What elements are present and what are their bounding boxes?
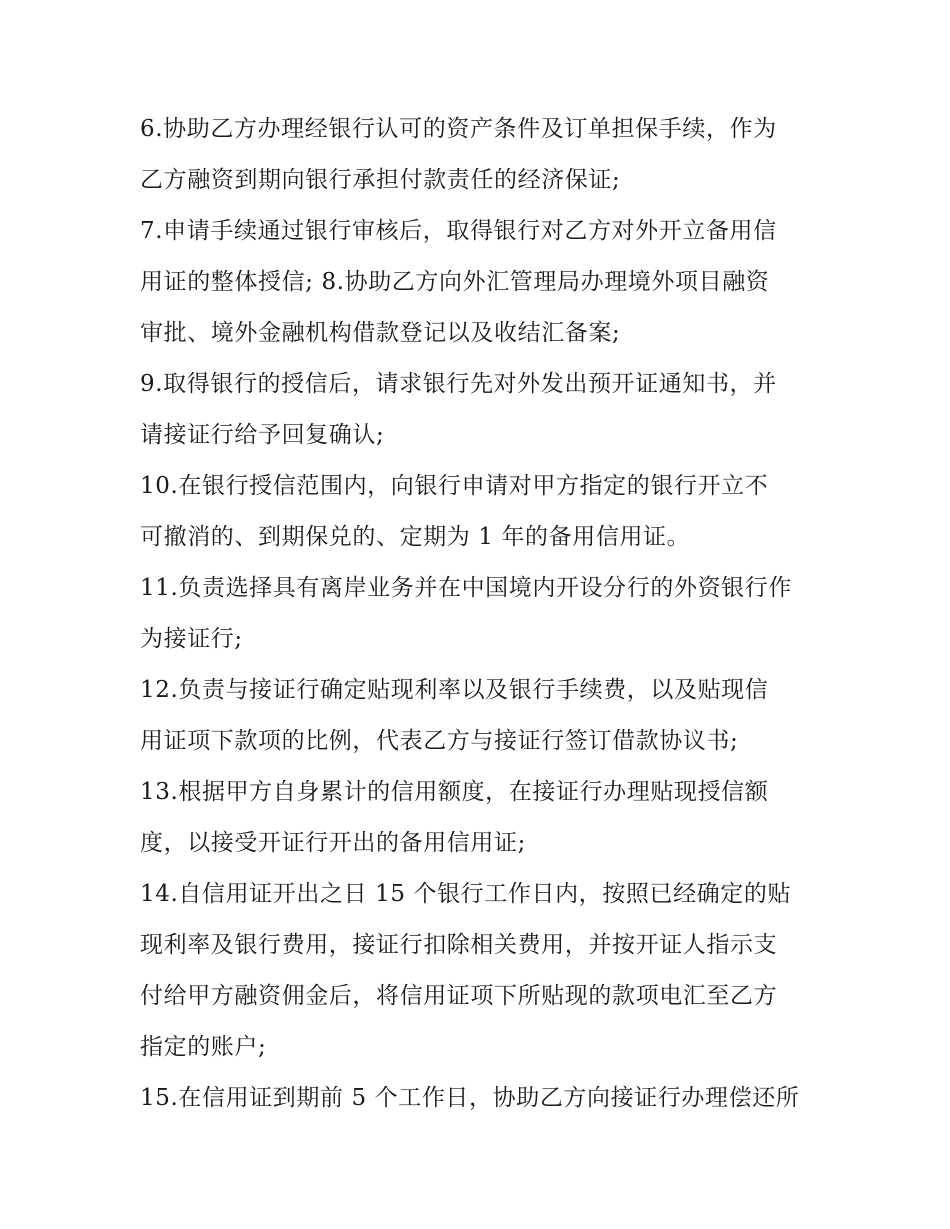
text-line: 9.取得银行的授信后，请求银行先对外发出预开证通知书，并: [140, 371, 777, 397]
text-line: 付给甲方融资佣金后，将信用证项下所贴现的款项电汇至乙方: [140, 983, 778, 1009]
document-body: [140, 104, 820, 1124]
text-line: 14.自信用证开出之日 15 个银行工作日内，按照已经确定的贴: [140, 881, 792, 907]
text-line: 6.协助乙方办理经银行认可的资产条件及订单担保手续，作为: [140, 116, 777, 142]
text-line: 审批、境外金融机构借款登记以及收结汇备案;: [140, 320, 621, 346]
text-line: 度，以接受开证行开出的备用信用证;: [140, 830, 526, 856]
text-line: 请接证行给予回复确认;: [140, 422, 385, 448]
text-line: 10.在银行授信范围内，向银行申请对甲方指定的银行开立不: [140, 473, 769, 499]
text-line: 用证项下款项的比例，代表乙方与接证行签订借款协议书;: [140, 728, 739, 754]
text-line: 可撤消的、到期保兑的、定期为 1 年的备用信用证。: [140, 524, 691, 550]
text-line: 用证的整体授信; 8.协助乙方向外汇管理局办理境外项目融资: [140, 269, 770, 295]
text-line: 现利率及银行费用，接证行扣除相关费用，并按开证人指示支: [140, 932, 778, 958]
text-line: 12.负责与接证行确定贴现利率以及银行手续费，以及贴现信: [140, 677, 769, 703]
text-line: 指定的账户;: [140, 1034, 267, 1060]
text-line: 11.负责选择具有离岸业务并在中国境内开设分行的外资银行作: [140, 575, 792, 601]
text-line: 为接证行;: [140, 626, 243, 652]
text-line: 乙方融资到期向银行承担付款责任的经济保证;: [140, 167, 621, 193]
text-line: 15.在信用证到期前 5 个工作日，协助乙方向接证行办理偿还所: [140, 1085, 800, 1111]
text-line: 7.申请手续通过银行审核后，取得银行对乙方对外开立备用信: [140, 218, 777, 244]
text-line: 13.根据甲方自身累计的信用额度，在接证行办理贴现授信额: [140, 779, 769, 805]
